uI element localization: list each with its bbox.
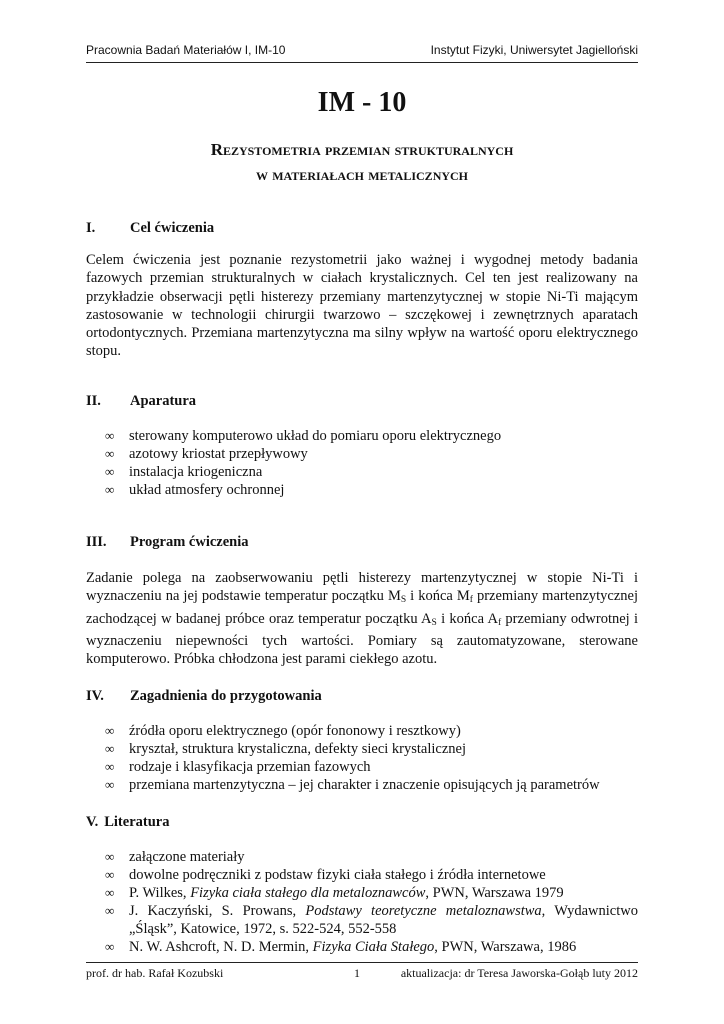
list-item: ∞ sterowany komputerowo układ do pomiaru oporu elektrycznego — [105, 428, 502, 444]
section-heading-5 — [86, 814, 169, 831]
footer-rule — [86, 962, 638, 963]
infinity-bullet-icon: ∞ — [105, 428, 115, 443]
infinity-bullet-icon: ∞ — [105, 464, 115, 479]
literature-list — [105, 848, 638, 956]
infinity-bullet-icon: ∞ — [105, 777, 115, 792]
list-item: ∞ dowolne podręczniki z podstaw fizyki ciała stałego i źródła internetowe — [105, 867, 546, 883]
list-item: ∞ P. Wilkes, Fizyka ciała stałego dla metaloznawców, PWN, Warszawa 1979 — [105, 885, 564, 901]
list-item: ∞ kryształ, struktura krystaliczna, defekty sieci krystalicznej — [105, 741, 466, 757]
list-item: ∞ rodzaje i klasyfikacja przemian fazowych — [105, 759, 371, 775]
section-title: Zagadnienia do przygotowania — [130, 688, 322, 704]
list-item: ∞ źródła oporu elektrycznego (opór fononowy i resztkowy) — [105, 723, 461, 739]
subtitle-line-2: w materiałach metalicznych — [255, 165, 469, 184]
section-heading-4 — [86, 688, 322, 705]
infinity-bullet-icon: ∞ — [105, 723, 115, 738]
section-number: II. — [86, 393, 101, 409]
page-number: 1 — [354, 966, 360, 980]
section-title: Cel ćwiczenia — [130, 220, 215, 236]
header-right: Instytut Fizyki, Uniwersytet Jagielloński — [430, 43, 638, 57]
section-number: III. — [86, 534, 107, 550]
section-heading-3 — [86, 534, 249, 551]
page-header — [86, 43, 638, 57]
section-3-paragraph: Zadanie polega na zaobserwowaniu pętli histerezy martenzytycznej w stopie Ni-Ti i wyznaczeniu na jej podstawie temperatur początku $M_S$ i końca $M_f$ przemiany martenzytycznej zachodzącej w badanej próbce oraz temperatur początku $A_S$ i końca $A_f$ przemiany odwrotnej i wyznaczeniu niepewności tych wartości. Pomiary są zautomatyzowane, sterowane komputerowo. Próbka chłodzona jest parami ciekłego azotu. — [86, 570, 638, 668]
section-number: V. — [86, 814, 99, 830]
section-number: IV. — [86, 688, 104, 704]
section-title: Program ćwiczenia — [130, 534, 249, 550]
section-heading-2 — [86, 393, 196, 410]
infinity-bullet-icon: ∞ — [105, 759, 115, 774]
infinity-bullet-icon: ∞ — [105, 867, 115, 882]
header-rule — [86, 62, 638, 63]
section-number: I. — [86, 220, 96, 236]
section-title: Literatura — [104, 814, 170, 830]
infinity-bullet-icon: ∞ — [105, 939, 115, 954]
infinity-bullet-icon: ∞ — [105, 446, 115, 461]
list-item: ∞ przemiana martenzytyczna – jej charakter i znaczenie opisujących ją parametrów — [105, 777, 600, 793]
infinity-bullet-icon: ∞ — [105, 903, 115, 918]
list-item: ∞ załączone materiały — [105, 849, 245, 865]
preparation-topics-list — [105, 722, 638, 794]
section-1-paragraph: Celem ćwiczenia jest poznanie rezystometrii jako ważnej i wygodnej metody badania fazowych przemian strukturalnych w ciałach krystalicznych. Cel ten jest realizowany na przykładzie obserwacji pętli histerezy przemiany martenzytycznej w stopie Ni-Ti mającym zastosowanie w technologii chirurgii twarzowo – szczękowej i zewnętrznych aparatach ortodontycznych. Przemiana martenzytyczna ma silny wpływ na wartość oporu elektrycznego stopu. — [86, 252, 638, 360]
list-item: ∞ układ atmosfery ochronnej — [105, 482, 285, 498]
section-heading-1 — [86, 220, 214, 237]
infinity-bullet-icon: ∞ — [105, 849, 115, 864]
infinity-bullet-icon: ∞ — [105, 885, 115, 900]
header-left: Pracownia Badań Materiałów I, IM-10 — [86, 43, 286, 57]
list-item: ∞ N. W. Ashcroft, N. D. Mermin, Fizyka Ciała Stałego, PWN, Warszawa, 1986 — [105, 939, 577, 955]
infinity-bullet-icon: ∞ — [105, 482, 115, 497]
list-item: ∞ instalacja kriogeniczna — [105, 464, 263, 480]
section-title: Aparatura — [130, 393, 197, 409]
list-item: ∞ azotowy kriostat przepływowy — [105, 446, 308, 462]
infinity-bullet-icon: ∞ — [105, 741, 115, 756]
footer-author: prof. dr hab. Rafał Kozubski — [86, 966, 224, 980]
document-title: IM - 10 — [317, 87, 407, 118]
subtitle-line-1: Rezystometria przemian strukturalnych — [210, 140, 514, 159]
apparatus-list — [105, 427, 638, 499]
footer-update: aktualizacja: dr Teresa Jaworska-Gołąb luty 2012 — [400, 966, 638, 980]
list-item: ∞ J. Kaczyński, S. Prowans, Podstawy teoretyczne metaloznawstwa, Wydawnictwo „Śląsk”, Katowice, 1972, s. 522-524, 552-558 — [105, 903, 638, 937]
